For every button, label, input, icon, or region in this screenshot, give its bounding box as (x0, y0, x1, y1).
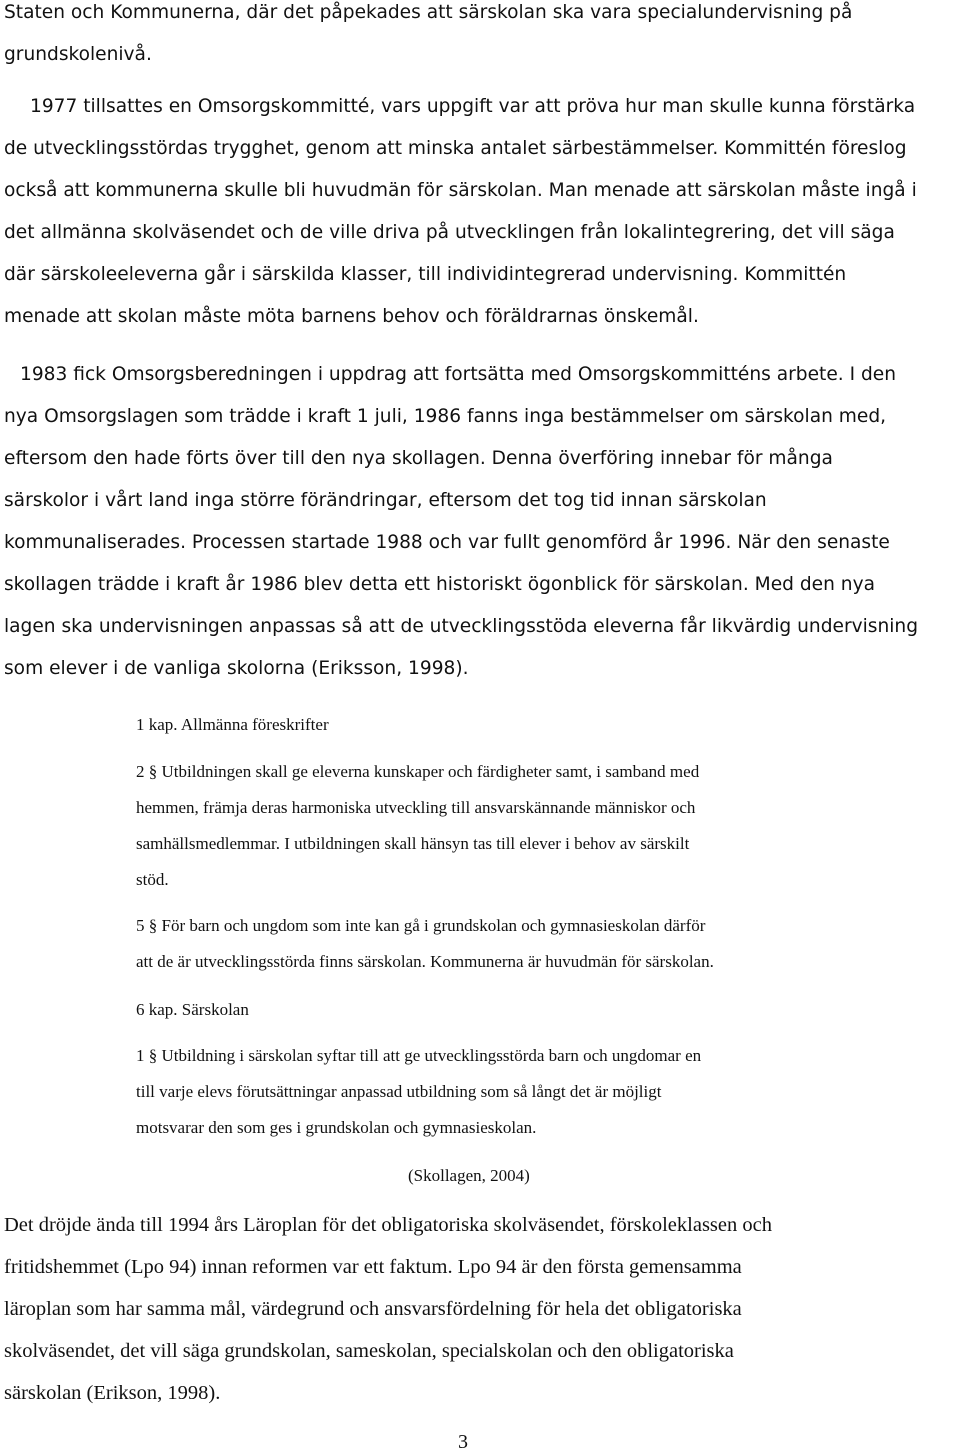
quote-source-citation: (Skollagen, 2004) (408, 1166, 530, 1185)
quote-section-2: 2 § Utbildningen skall ge eleverna kunskaper och färdigheter samt, i samband med hemmen, främja deras harmoniska utveckling till ansvarskännande människor och samhällsmedlemmar. I utbildningen skall hänsyn tas till elever i behov av särskilt stöd. (136, 762, 700, 889)
paragraph-omsorgskommitte: 1977 tillsattes en Omsorgskommitté, vars uppgift var att pröva hur man skulle kunna förstärka de utvecklingsstördas trygghet, genom att minska antalet särbestämmelser. Kommittén föreslog också att kommunerna skulle bli huvudmän för särskolan. Man menade att särskolan måste ingå i det allmänna skolväsendet och de ville driva på utvecklingen från lokalintegrering, det vill säga där särskoleeleverna går i särskilda klasser, till individintegrerad undervisning. Kommittén menade att skolan måste möta barnens behov och föräldrarnas önskemål. (4, 96, 917, 327)
quote-chapter-6-heading: 6 kap. Särskolan (136, 1000, 249, 1019)
paragraph-intro-continuation: Staten och Kommunerna, där det påpekades att särskolan ska vara specialundervisning på grundskolenivå. (4, 2, 853, 65)
page-number: 3 (458, 1431, 468, 1453)
quote-section-1: 1 § Utbildning i särskolan syftar till att ge utvecklingsstörda barn och ungdomar en till varje elevs förutsättningar anpassad utbildning som så långt det är möjligt motsvarar den som ges i grundskolan och gymnasieskolan. (136, 1046, 702, 1137)
quote-section-5: 5 § För barn och ungdom som inte kan gå i grundskolan och gymnasieskolan därför att de är utvecklingsstörda finns särskolan. Kommunerna är huvudmän för särskolan. (136, 916, 714, 971)
quote-chapter-1-heading: 1 kap. Allmänna föreskrifter (136, 715, 329, 734)
paragraph-lpo94: Det dröjde ända till 1994 års Läroplan för det obligatoriska skolväsendet, förskoleklassen och fritidshemmet (Lpo 94) innan reformen var ett faktum. Lpo 94 är den första gemensamma läroplan som har samma mål, värdegrund och ansvarsfördelning för hela det obligatoriska skolväsendet, det vill säga grundskolan, sameskolan, specialskolan och den obligatoriska särskolan (Erikson, 1998). (4, 1214, 772, 1404)
paragraph-omsorgsberedningen: 1983 fick Omsorgsberedningen i uppdrag att fortsätta med Omsorgskommitténs arbete. I den nya Omsorgslagen som trädde i kraft 1 juli, 1986 fanns inga bestämmelser om särskolan med, eftersom den hade förts över till den nya skollagen. Denna överföring innebar för många särskolor i vårt land inga större förändringar, eftersom det tog tid innan särskolan kommunaliserades. Processen startade 1988 och var fullt genomförd år 1996. När den senaste skollagen trädde i kraft år 1986 blev detta ett historiskt ögonblick för särskolan. Med den nya lagen ska undervisningen anpassas så att de utvecklingsstöda eleverna får likvärdig undervisning som elever i de vanliga skolorna (Eriksson, 1998). (4, 364, 918, 679)
